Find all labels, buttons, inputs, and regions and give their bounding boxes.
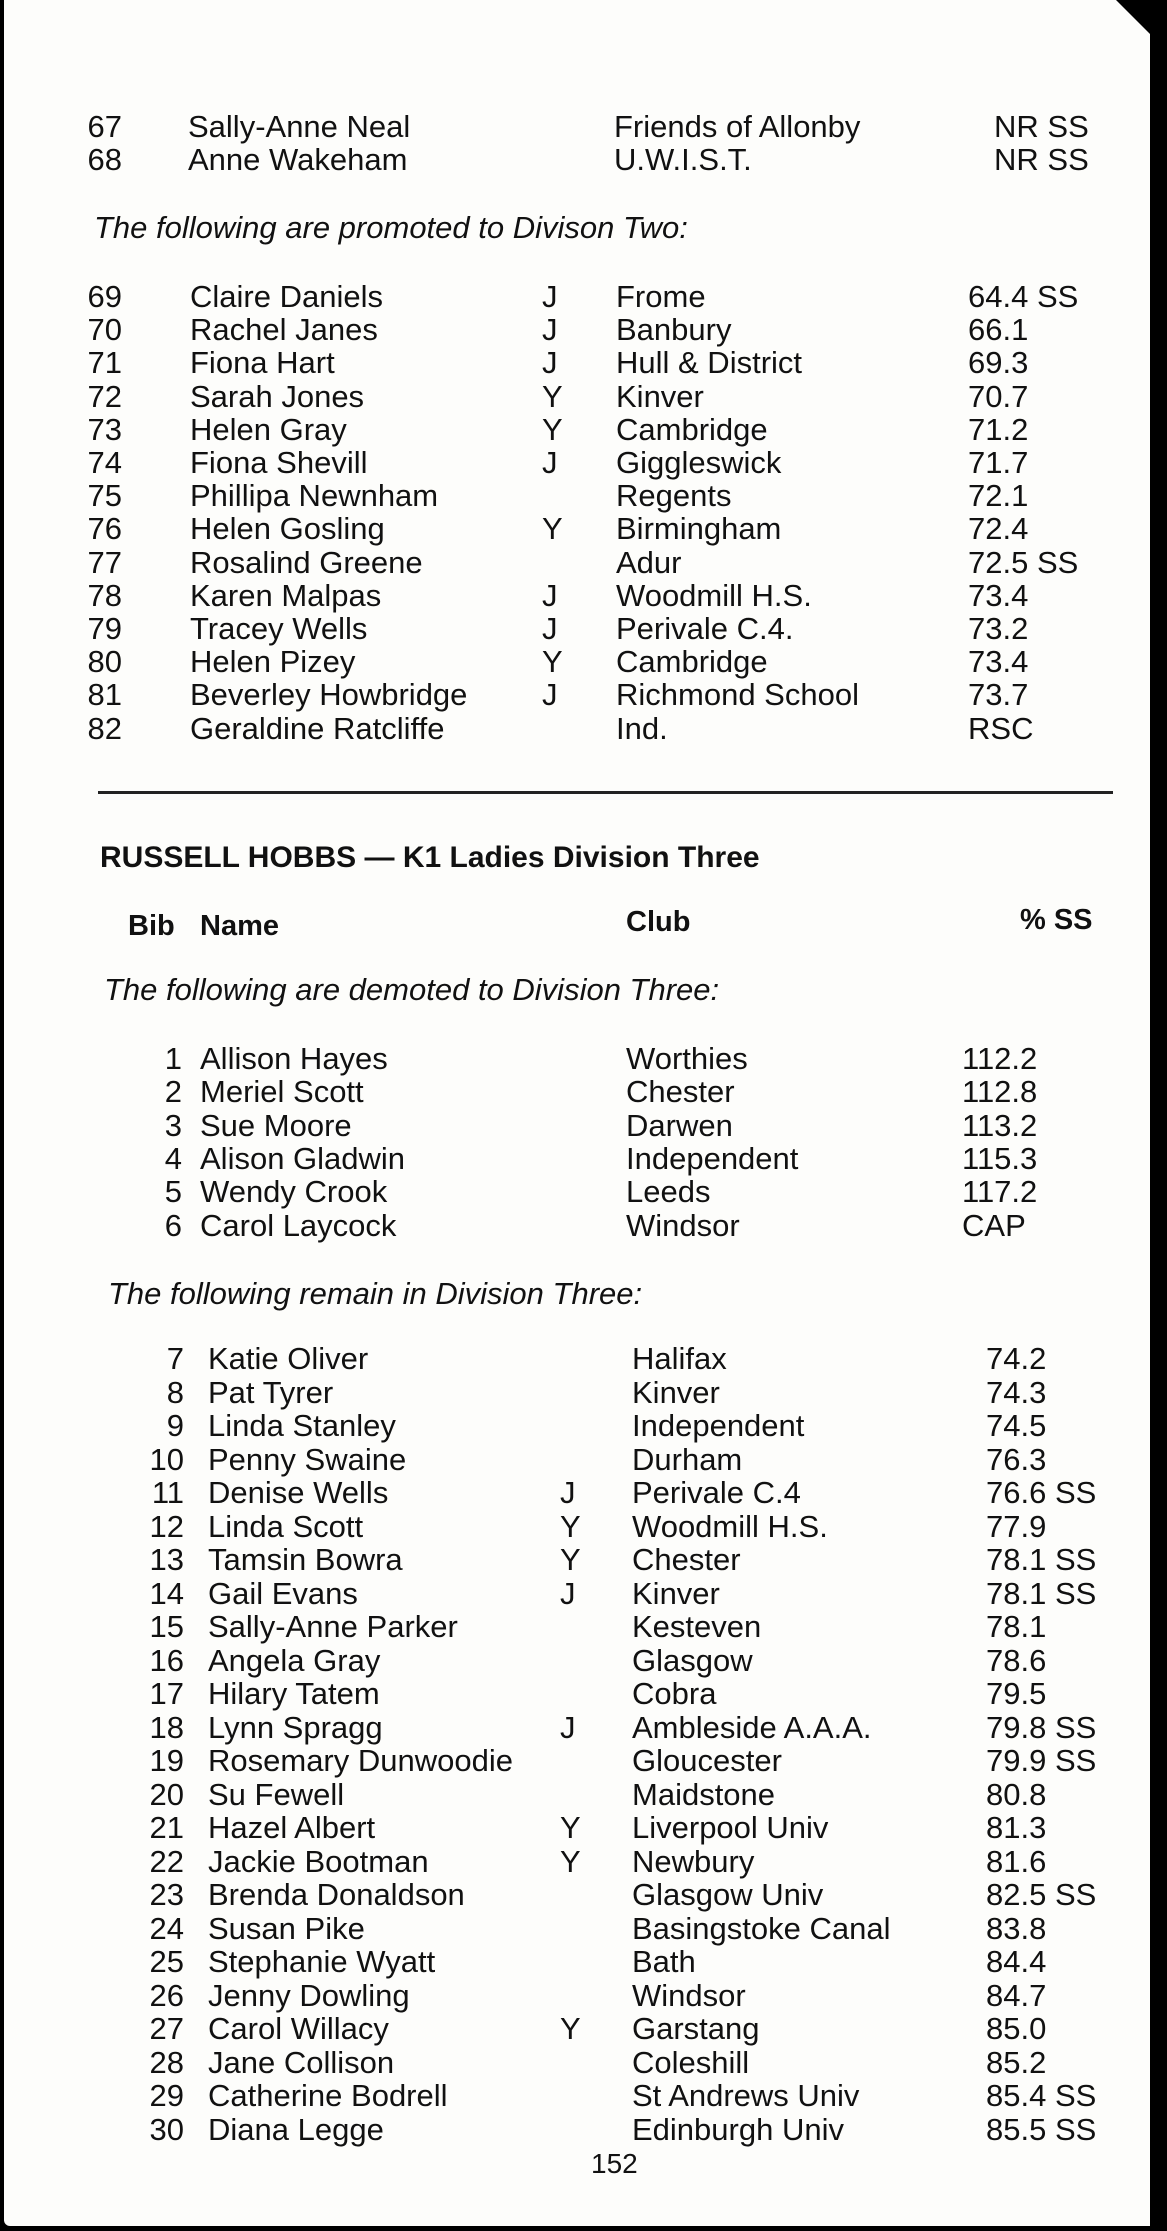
table-row (4, 1711, 1144, 1745)
row-bib: 81 (87, 677, 122, 713)
row-score: 81.6 (986, 1843, 1047, 1879)
row-bib: 14 (149, 1575, 184, 1611)
row-bib: 79 (87, 611, 122, 646)
row-name: Tracey Wells (190, 611, 368, 646)
table-row (4, 280, 1144, 314)
table-row (4, 1744, 1144, 1778)
row-name: Hilary Tatem (208, 1676, 380, 1711)
row-score: 78.1 (986, 1609, 1047, 1644)
row-score: NR SS (994, 142, 1089, 177)
row-bib: 3 (164, 1107, 182, 1143)
row-bib: 30 (149, 2111, 184, 2147)
table-row (4, 1677, 1144, 1711)
row-flag: J (542, 445, 558, 480)
row-club: Glasgow Univ (632, 1877, 824, 1912)
row-name: Sally-Anne Neal (188, 109, 411, 144)
row-score: 117.2 (962, 1174, 1038, 1210)
row-score: 73.4 (968, 644, 1029, 680)
row-club: Friends of Allonby (614, 109, 861, 144)
row-bib: 21 (149, 1810, 184, 1845)
row-club: Banbury (616, 312, 732, 348)
row-name: Katie Oliver (208, 1341, 369, 1376)
row-club: Liverpool Univ (632, 1810, 829, 1845)
table-row (4, 1376, 1144, 1410)
table-row (4, 1209, 1144, 1243)
row-bib: 68 (87, 142, 122, 177)
row-club: Independent (632, 1408, 805, 1443)
row-name: Stephanie Wyatt (208, 1944, 436, 1979)
column-header-bib: Bib (128, 910, 175, 942)
row-name: Hazel Albert (208, 1810, 376, 1845)
promoted-heading: The following are promoted to Divison Two: (94, 210, 688, 245)
row-bib: 70 (87, 312, 122, 348)
row-score: 112.2 (962, 1041, 1038, 1076)
row-score: 73.2 (968, 611, 1029, 646)
table-row (4, 479, 1144, 513)
row-club: Perivale C.4 (632, 1475, 801, 1510)
row-score: 85.2 (986, 2044, 1047, 2080)
row-flag: J (560, 1475, 576, 1510)
row-score: 72.1 (968, 478, 1029, 514)
demoted-heading: The following are demoted to Division Three: (104, 972, 720, 1007)
row-bib: 73 (87, 411, 122, 447)
table-row (4, 1811, 1144, 1845)
row-club: St Andrews Univ (632, 2078, 860, 2113)
row-club: Kinver (632, 1374, 720, 1410)
row-score: RSC (968, 710, 1034, 746)
row-flag: J (542, 677, 558, 713)
row-club: Halifax (632, 1341, 727, 1376)
row-bib: 77 (87, 544, 122, 580)
row-score: 81.3 (986, 1810, 1047, 1845)
row-name: Helen Gray (190, 411, 347, 447)
row-bib: 1 (164, 1041, 182, 1076)
row-name: Helen Pizey (190, 644, 356, 680)
row-name: Carol Laycock (200, 1207, 397, 1243)
row-bib: 67 (87, 109, 122, 144)
row-name: Pat Tyrer (208, 1374, 334, 1410)
row-bib: 13 (149, 1542, 184, 1577)
row-score: 74.2 (986, 1341, 1047, 1376)
table-row (4, 579, 1144, 613)
row-club: Perivale C.4. (616, 611, 794, 646)
table-row (4, 1945, 1144, 1979)
row-bib: 10 (149, 1441, 184, 1477)
row-score: 64.4 SS (968, 279, 1079, 314)
row-score: NR SS (994, 109, 1089, 144)
row-bib: 76 (87, 511, 122, 547)
row-name: Rosalind Greene (190, 544, 423, 580)
table-row (4, 1577, 1144, 1611)
row-flag: Y (542, 511, 563, 547)
table-row (4, 678, 1144, 712)
row-name: Brenda Donaldson (208, 1877, 465, 1912)
row-club: Adur (616, 544, 682, 580)
row-bib: 6 (164, 1207, 182, 1243)
row-bib: 15 (149, 1609, 184, 1644)
row-score: 79.9 SS (986, 1743, 1097, 1778)
row-club: Maidstone (632, 1776, 776, 1812)
row-club: Edinburgh Univ (632, 2111, 844, 2147)
row-flag: Y (560, 2011, 581, 2046)
row-flag: J (560, 1575, 576, 1611)
row-bib: 5 (164, 1174, 182, 1210)
row-club: Cobra (632, 1676, 717, 1711)
row-score: 66.1 (968, 312, 1029, 348)
row-club: Windsor (632, 1977, 746, 2013)
table-row (4, 1510, 1144, 1544)
row-score: 78.1 SS (986, 1542, 1097, 1577)
row-flag: Y (542, 411, 563, 447)
table-row (4, 1543, 1144, 1577)
row-club: Ambleside A.A.A. (632, 1709, 872, 1745)
table-row (4, 1644, 1144, 1678)
page-number: 152 (591, 2148, 638, 2179)
row-club: Gloucester (632, 1743, 782, 1778)
row-club: Chester (632, 1542, 741, 1577)
row-bib: 82 (87, 710, 122, 746)
row-name: Jenny Dowling (208, 1977, 410, 2013)
row-score: 85.0 (986, 2011, 1047, 2046)
row-bib: 12 (149, 1508, 184, 1544)
row-flag: Y (542, 644, 563, 680)
row-club: Regents (616, 478, 732, 514)
row-name: Carol Willacy (208, 2011, 389, 2046)
table-row (4, 1778, 1144, 1812)
row-score: 72.4 (968, 511, 1029, 547)
row-score: 72.5 SS (968, 544, 1079, 580)
row-name: Anne Wakeham (188, 142, 408, 177)
row-score: 84.7 (986, 1977, 1047, 2013)
row-bib: 16 (149, 1642, 184, 1678)
row-name: Alison Gladwin (200, 1140, 406, 1176)
row-bib: 78 (87, 577, 122, 613)
row-score: 78.1 SS (986, 1575, 1097, 1611)
row-bib: 19 (149, 1743, 184, 1778)
row-score: 69.3 (968, 345, 1029, 381)
row-score: 74.5 (986, 1408, 1047, 1443)
row-name: Karen Malpas (190, 577, 382, 613)
table-row (4, 2079, 1144, 2113)
table-row (4, 1912, 1144, 1946)
page-corner (1116, 0, 1150, 34)
row-score: 74.3 (986, 1374, 1047, 1410)
row-flag: J (542, 611, 558, 646)
section-divider (98, 791, 1113, 794)
row-bib: 69 (87, 279, 122, 314)
table-row (4, 2046, 1144, 2080)
row-club: Giggleswick (616, 445, 782, 480)
row-bib: 17 (149, 1676, 184, 1711)
row-club: Newbury (632, 1843, 755, 1879)
row-score: 85.5 SS (986, 2111, 1097, 2147)
row-club: Ind. (616, 710, 668, 746)
row-club: Cambridge (616, 644, 768, 680)
row-club: Kinver (616, 378, 704, 414)
row-bib: 2 (164, 1074, 182, 1110)
row-score: 85.4 SS (986, 2078, 1097, 2113)
row-flag: J (542, 577, 558, 613)
row-name: Claire Daniels (190, 279, 383, 314)
row-score: 115.3 (962, 1140, 1038, 1176)
row-score: 76.3 (986, 1441, 1047, 1477)
row-score: 80.8 (986, 1776, 1047, 1812)
row-score: 77.9 (986, 1508, 1047, 1544)
row-bib: 80 (87, 644, 122, 680)
row-score: 82.5 SS (986, 1877, 1097, 1912)
row-club: Basingstoke Canal (632, 1910, 891, 1946)
row-club: Darwen (626, 1107, 733, 1143)
row-name: Rachel Janes (190, 312, 378, 348)
row-score: 73.4 (968, 577, 1029, 613)
row-score: 79.8 SS (986, 1709, 1097, 1745)
row-bib: 23 (149, 1877, 184, 1912)
row-name: Linda Scott (208, 1508, 364, 1544)
table-row (4, 712, 1144, 746)
row-name: Catherine Bodrell (208, 2078, 448, 2113)
table-row (4, 1878, 1144, 1912)
row-score: 71.2 (968, 411, 1029, 447)
table-row (4, 512, 1144, 546)
row-flag: J (560, 1709, 576, 1745)
column-header-score: % SS (1020, 904, 1093, 936)
row-club: Glasgow (632, 1642, 753, 1678)
table-row (4, 1175, 1144, 1209)
row-bib: 20 (149, 1776, 184, 1812)
row-club: Kinver (632, 1575, 720, 1611)
table-row (4, 612, 1144, 646)
row-name: Fiona Hart (190, 345, 335, 381)
table-row (4, 1979, 1144, 2013)
row-score: 73.7 (968, 677, 1029, 713)
table-row (4, 1042, 1144, 1076)
row-bib: 18 (149, 1709, 184, 1745)
row-name: Fiona Shevill (190, 445, 368, 480)
row-name: Phillipa Newnham (190, 478, 439, 514)
row-bib: 26 (149, 1977, 184, 2013)
row-club: Woodmill H.S. (616, 577, 812, 613)
row-flag: Y (542, 378, 563, 414)
table-row (4, 446, 1144, 480)
row-club: Independent (626, 1140, 799, 1176)
row-bib: 27 (149, 2011, 184, 2046)
table-row (4, 413, 1144, 447)
row-club: Woodmill H.S. (632, 1508, 828, 1544)
row-bib: 24 (149, 1910, 184, 1946)
row-flag: J (542, 345, 558, 381)
remain-heading: The following remain in Division Three: (108, 1276, 643, 1311)
row-name: Allison Hayes (200, 1041, 388, 1076)
row-bib: 22 (149, 1843, 184, 1879)
row-bib: 4 (164, 1140, 182, 1176)
row-club: Chester (626, 1074, 735, 1110)
row-name: Lynn Spragg (208, 1709, 383, 1745)
row-club: Garstang (632, 2011, 760, 2046)
row-name: Susan Pike (208, 1910, 365, 1946)
table-row (4, 1075, 1144, 1109)
table-row (4, 1610, 1144, 1644)
table-row (4, 1409, 1144, 1443)
row-club: Durham (632, 1441, 743, 1477)
table-row (4, 1443, 1144, 1477)
row-flag: Y (560, 1542, 581, 1577)
row-flag: Y (560, 1810, 581, 1845)
row-name: Sarah Jones (190, 378, 365, 414)
table-row (4, 1342, 1144, 1376)
table-row (4, 1109, 1144, 1143)
row-club: Frome (616, 279, 706, 314)
row-club: Worthies (626, 1041, 748, 1076)
row-score: 79.5 (986, 1676, 1047, 1711)
row-score: 83.8 (986, 1910, 1047, 1946)
row-score: 71.7 (968, 445, 1029, 480)
row-bib: 29 (149, 2078, 184, 2113)
table-row (4, 546, 1144, 580)
table-row (4, 380, 1144, 414)
row-club: Coleshill (632, 2044, 750, 2080)
row-name: Gail Evans (208, 1575, 358, 1611)
table-row (4, 313, 1144, 347)
row-club: Bath (632, 1944, 696, 1979)
row-club: Windsor (626, 1207, 740, 1243)
row-name: Tamsin Bowra (208, 1542, 403, 1577)
row-club: Cambridge (616, 411, 768, 447)
column-header-name: Name (200, 910, 279, 942)
row-club: Leeds (626, 1174, 711, 1210)
row-bib: 71 (87, 345, 122, 381)
table-row (4, 1476, 1144, 1510)
row-flag: Y (560, 1843, 581, 1879)
row-club: Richmond School (616, 677, 859, 713)
row-club: Hull & District (616, 345, 803, 381)
row-name: Jackie Bootman (208, 1843, 429, 1879)
row-bib: 25 (149, 1944, 184, 1979)
row-name: Wendy Crook (200, 1174, 388, 1210)
row-name: Helen Gosling (190, 511, 385, 547)
row-name: Angela Gray (208, 1642, 381, 1678)
row-bib: 8 (166, 1374, 184, 1410)
row-score: 112.8 (962, 1074, 1038, 1110)
row-score: 76.6 SS (986, 1475, 1097, 1510)
row-club: U.W.I.S.T. (614, 142, 752, 177)
row-name: Jane Collison (208, 2044, 395, 2080)
row-flag: Y (560, 1508, 581, 1544)
row-name: Penny Swaine (208, 1441, 407, 1477)
section-title: RUSSELL HOBBS — K1 Ladies Division Three (100, 841, 760, 874)
row-club: Kesteven (632, 1609, 762, 1644)
row-name: Su Fewell (208, 1776, 345, 1812)
row-name: Denise Wells (208, 1475, 389, 1510)
row-name: Meriel Scott (200, 1074, 364, 1110)
row-club: Birmingham (616, 511, 782, 547)
row-bib: 72 (87, 378, 122, 414)
row-name: Diana Legge (208, 2111, 384, 2147)
row-bib: 7 (166, 1341, 184, 1376)
table-row (4, 1142, 1144, 1176)
table-row (4, 2113, 1144, 2147)
row-flag: J (542, 279, 558, 314)
row-name: Sue Moore (200, 1107, 352, 1143)
row-score: CAP (962, 1207, 1026, 1243)
column-header-club: Club (626, 906, 691, 938)
row-name: Geraldine Ratcliffe (190, 710, 445, 746)
row-name: Beverley Howbridge (190, 677, 468, 713)
row-name: Rosemary Dunwoodie (208, 1743, 513, 1778)
table-row (4, 1845, 1144, 1879)
row-flag: J (542, 312, 558, 348)
row-name: Linda Stanley (208, 1408, 396, 1443)
row-score: 78.6 (986, 1642, 1047, 1678)
table-row (4, 110, 1144, 144)
row-bib: 74 (87, 445, 122, 480)
row-bib: 75 (87, 478, 122, 514)
row-bib: 11 (151, 1475, 184, 1510)
table-row (4, 143, 1144, 177)
row-name: Sally-Anne Parker (208, 1609, 458, 1644)
row-score: 70.7 (968, 378, 1029, 414)
table-row (4, 346, 1144, 380)
row-score: 113.2 (962, 1107, 1038, 1143)
table-row (4, 645, 1144, 679)
row-bib: 9 (166, 1408, 184, 1443)
row-bib: 28 (149, 2044, 184, 2080)
table-row (4, 2012, 1144, 2046)
document-page (4, 0, 1150, 2226)
row-score: 84.4 (986, 1944, 1047, 1979)
